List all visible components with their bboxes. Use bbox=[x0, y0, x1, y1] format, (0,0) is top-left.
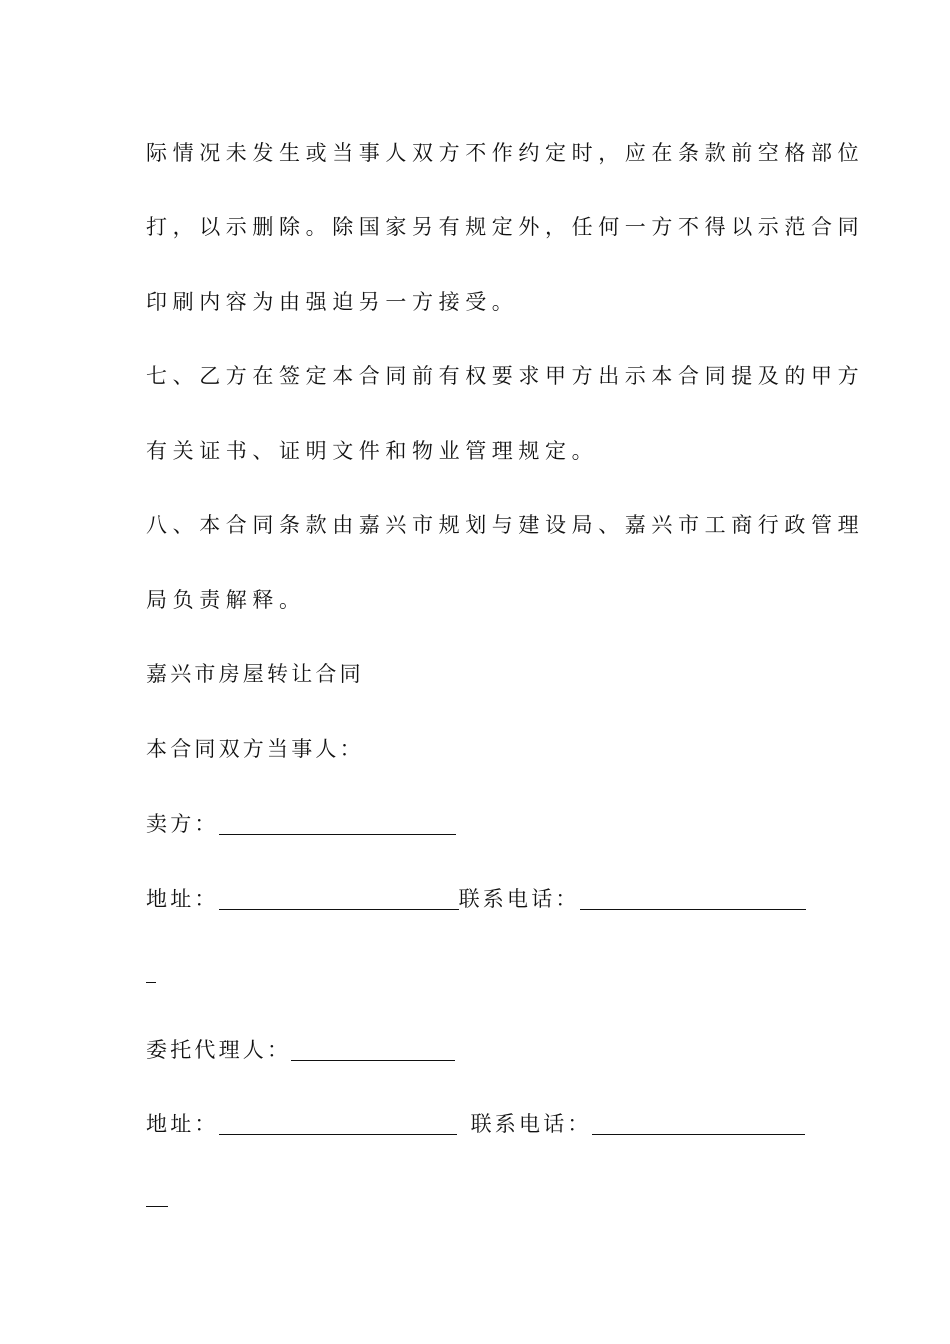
phone-label: 联系电话： bbox=[470, 1112, 592, 1136]
address-label: 地址： bbox=[146, 1112, 219, 1136]
agent-phone-blank-continuation bbox=[146, 1206, 168, 1207]
seller-row bbox=[146, 809, 806, 839]
address-label: 地址： bbox=[146, 887, 219, 911]
paragraph-line-2: 打，以示删除。除国家另有规定外，任何一方不得以示范合同 bbox=[146, 215, 865, 239]
agent-address-blank[interactable] bbox=[219, 1114, 457, 1135]
agent-blank[interactable] bbox=[291, 1040, 455, 1061]
contract-title: 嘉兴市房屋转让合同 bbox=[146, 662, 364, 686]
seller-blank[interactable] bbox=[219, 814, 456, 835]
agent-phone-blank[interactable] bbox=[592, 1114, 805, 1135]
agent-address-row bbox=[146, 1109, 806, 1139]
clause-7-line-2: 有关证书、证明文件和物业管理规定。 bbox=[146, 439, 599, 463]
paragraph-line-1: 际情况未发生或当事人双方不作约定时，应在条款前空格部位 bbox=[146, 141, 865, 165]
parties-heading: 本合同双方当事人： bbox=[146, 737, 364, 761]
agent-row bbox=[146, 1035, 806, 1065]
clause-8-line-1: 八、本合同条款由嘉兴市规划与建设局、嘉兴市工商行政管理 bbox=[146, 513, 865, 537]
phone-label: 联系电话： bbox=[458, 887, 580, 911]
paragraph-line-3: 印刷内容为由强迫另一方接受。 bbox=[146, 290, 519, 314]
seller-label: 卖方： bbox=[146, 812, 219, 836]
clause-8-line-2: 局负责解释。 bbox=[146, 588, 306, 612]
seller-address-blank[interactable] bbox=[219, 889, 459, 910]
seller-phone-blank-continuation bbox=[146, 982, 156, 983]
seller-phone-blank[interactable] bbox=[580, 889, 806, 910]
seller-address-row bbox=[146, 884, 806, 914]
agent-label: 委托代理人： bbox=[146, 1038, 292, 1062]
clause-7-line-1: 七、乙方在签定本合同前有权要求甲方出示本合同提及的甲方 bbox=[146, 364, 865, 388]
